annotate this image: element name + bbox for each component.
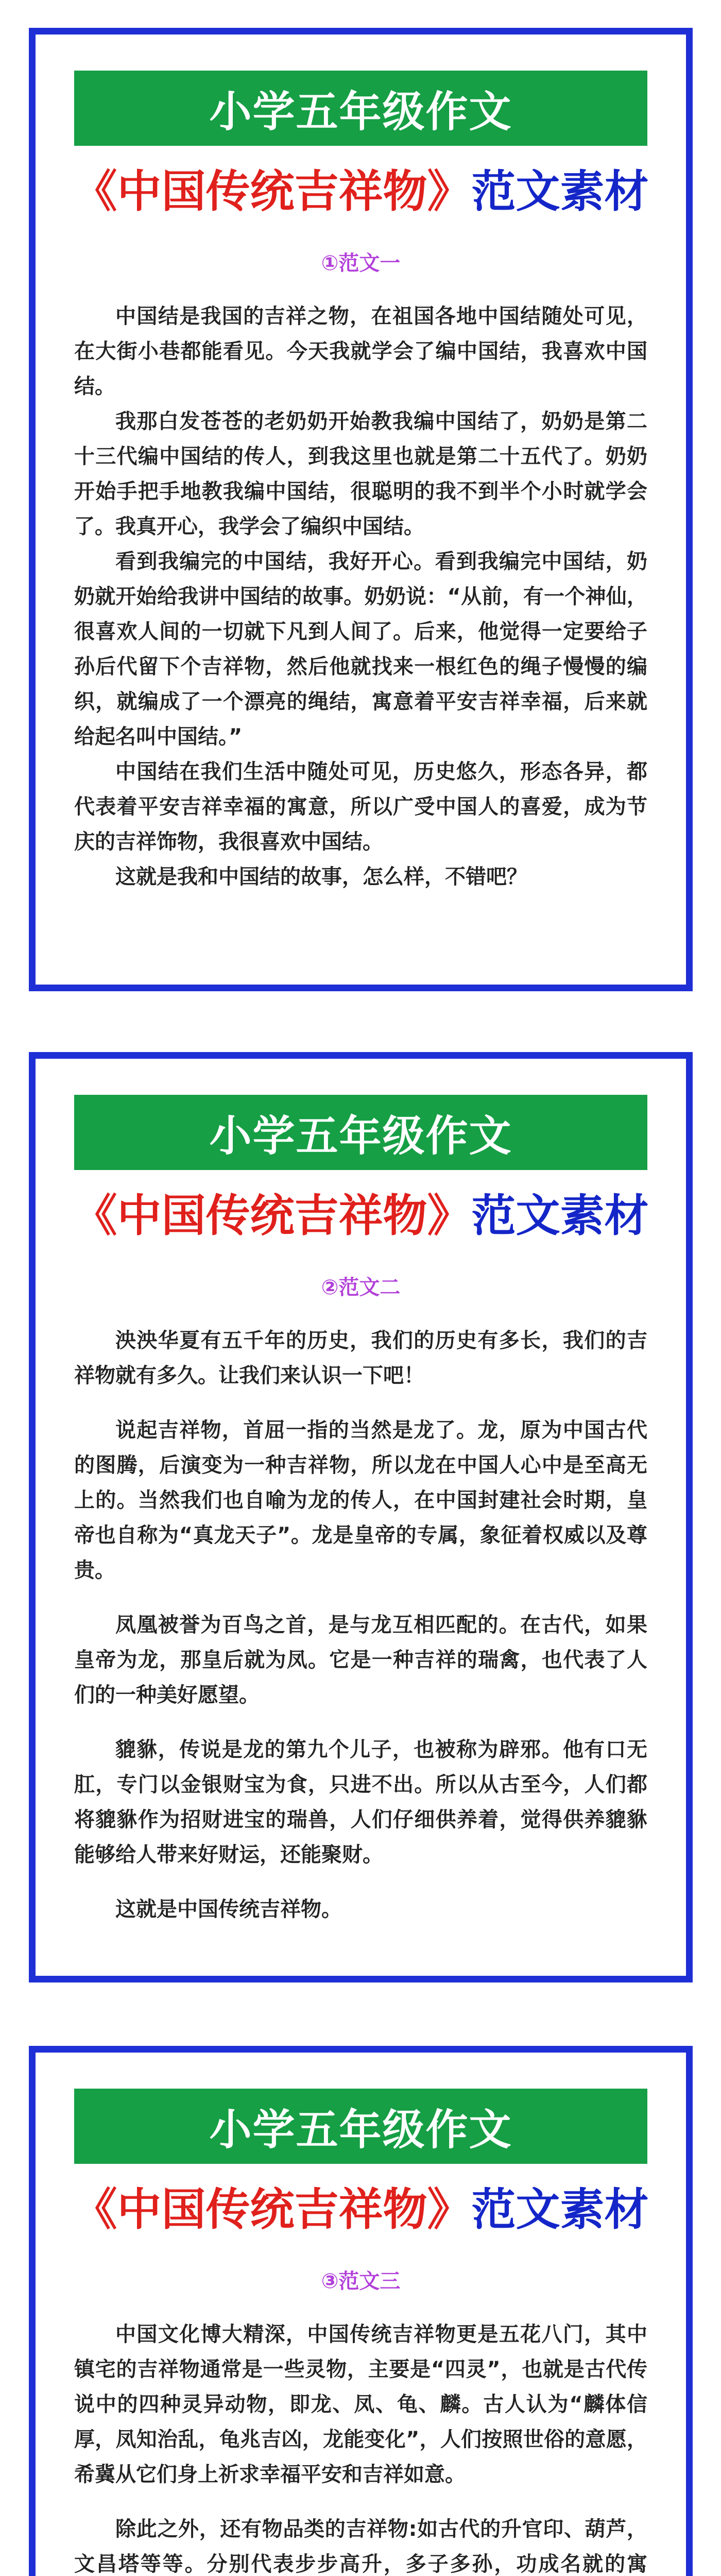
essay-paragraph: 貔貅，传说是龙的第九个儿子，也被称为辟邪。他有口无肛，专门以金银财宝为食，只进不出。所以从古至今，人们都将貔貅作为招财进宝的瑞兽，人们仔细供养着，觉得供养貔貅能够给人带来好财运，还能聚财。 — [74, 1738, 647, 1867]
section-label: ①范文一 — [321, 251, 401, 275]
card-subtitle — [36, 1188, 686, 1244]
essay-card-2 — [29, 1052, 693, 1982]
card-subtitle — [36, 163, 686, 220]
card-banner: 小学五年级作文 — [74, 2089, 647, 2164]
subtitle-title-red: 《中国传统吉祥物》 — [73, 166, 472, 217]
essay-paragraph: 这就是中国传统吉祥物。 — [115, 1897, 342, 1921]
essay-paragraph: 泱泱华夏有五千年的历史，我们的历史有多长，我们的吉祥物就有多久。让我们来认识一下吧！ — [74, 1329, 647, 1387]
card-banner: 小学五年级作文 — [74, 1095, 647, 1170]
essay-card-3 — [29, 2046, 693, 2576]
essay-paragraph: 中国文化博大精深，中国传统吉祥物更是五花八门，其中镇宅的吉祥物通常是一些灵物，主要是“四灵”，也就是古代传说中的四种灵异动物，即龙、凤、龟、麟。古人认为“麟体信厚，凤知治乱，龟兆吉凶，龙能变化”，人们按照世俗的意愿，希冀从它们身上祈求幸福平安和吉祥如意。 — [74, 2323, 647, 2486]
essay-paragraph: 凤凰被誉为百鸟之首，是与龙互相匹配的。在古代，如果皇帝为龙，那皇后就为凤。它是一种吉祥的瑞禽，也代表了人们的一种美好愿望。 — [74, 1613, 647, 1707]
essay-body — [74, 2317, 647, 2576]
essay-paragraph: 这就是我和中国结的故事，怎么样，不错吧？ — [115, 865, 527, 889]
subtitle-title-blue: 范文素材 — [471, 2184, 649, 2235]
section-label: ②范文二 — [321, 1276, 401, 1299]
subtitle-title-red: 《中国传统吉祥物》 — [73, 1190, 472, 1242]
essay-card-1 — [29, 28, 693, 991]
essay-paragraph: 看到我编完的中国结，我好开心。看到我编完中国结，奶奶就开始给我讲中国结的故事。奶奶说：“从前，有一个神仙，很喜欢人间的一切就下凡到人间了。后来，他觉得一定要给子孙后代留下个吉祥物，然后他就找来一根红色的绳子慢慢的编织，就编成了一个漂亮的绳结，寓意着平安吉祥幸福，后来就给起名叫中国结。” — [74, 550, 647, 749]
section-label: ③范文三 — [321, 2269, 401, 2293]
essay-paragraph: 除此之外，还有物品类的吉祥物:如古代的升官印、葫芦，文昌塔等等。分别代表步步高升，多子多孙，功成名就的寓 — [74, 2517, 647, 2576]
subtitle-title-blue: 范文素材 — [471, 166, 649, 217]
essay-paragraph: 中国结是我国的吉祥之物，在祖国各地中国结随处可见，在大街小巷都能看见。今天我就学会了编中国结，我喜欢中国结。 — [74, 304, 647, 398]
subtitle-title-red: 《中国传统吉祥物》 — [73, 2184, 472, 2235]
essay-paragraph: 我那白发苍苍的老奶奶开始教我编中国结了，奶奶是第二十三代编中国结的传人，到我这里也就是第二十五代了。奶奶开始手把手地教我编中国结，很聪明的我不到半个小时就学会了。我真开心，我学会了编织中国结。 — [74, 410, 647, 538]
subtitle-title-blue: 范文素材 — [471, 1190, 649, 1242]
card-subtitle — [36, 2181, 686, 2238]
essay-paragraph: 说起吉祥物，首屈一指的当然是龙了。龙，原为中国古代的图腾，后演变为一种吉祥物，所以龙在中国人心中是至高无上的。当然我们也自喻为龙的传人，在中国封建社会时期，皇帝也自称为“真龙天子”。龙是皇帝的专属，象征着权威以及尊贵。 — [74, 1418, 647, 1582]
essay-paragraph: 中国结在我们生活中随处可见，历史悠久，形态各异，都代表着平安吉祥幸福的寓意，所以广受中国人的喜爱，成为节庆的吉祥饰物，我很喜欢中国结。 — [74, 760, 647, 854]
card-banner: 小学五年级作文 — [74, 71, 647, 146]
essay-body — [74, 1323, 647, 1927]
essay-body — [74, 299, 647, 894]
